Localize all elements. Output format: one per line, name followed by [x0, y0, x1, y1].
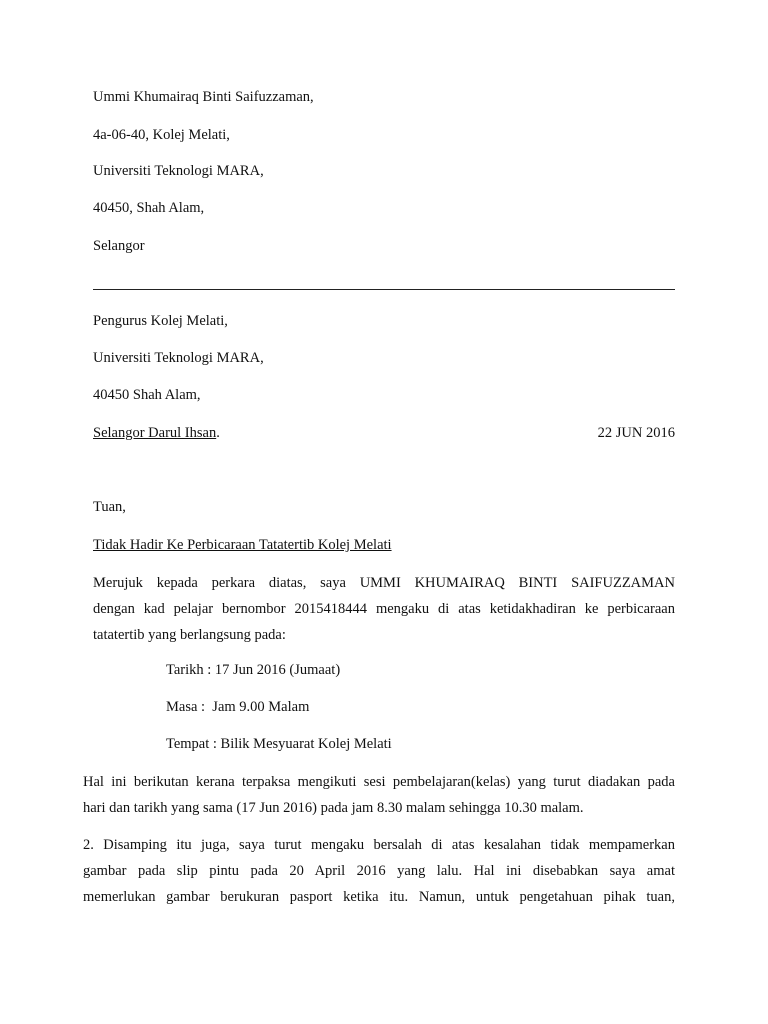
paragraph-2-line: memerlukan gambar berukuran pasport ketika itu. Namun, untuk pengetahuan pihak tuan,	[83, 889, 675, 905]
intro-line: tatatertib yang berlangsung pada:	[93, 627, 286, 643]
sender-address-line: 40450, Shah Alam,	[93, 200, 205, 216]
detail-place: Tempat : Bilik Mesyuarat Kolej Melati	[166, 736, 392, 752]
recipient-state: Selangor Darul Ihsan	[93, 425, 217, 441]
detail-time: Masa : Jam 9.00 Malam	[166, 699, 310, 715]
paragraph-2-line: 2. Disamping itu juga, saya turut mengaku bersalah di atas kesalahan tidak mempamerkan	[83, 837, 675, 853]
sender-address-line: 4a-06-40, Kolej Melati,	[93, 127, 230, 143]
sender-address-line: Selangor	[93, 238, 145, 254]
recipient-address-line: 40450 Shah Alam,	[93, 387, 201, 403]
intro-line: Merujuk kepada perkara diatas, saya UMMI KHUMAIRAQ BINTI SAIFUZZAMAN	[93, 575, 675, 591]
recipient-state-suffix: .	[216, 425, 220, 441]
paragraph-1-line: hari dan tarikh yang sama (17 Jun 2016) pada jam 8.30 malam sehingga 10.30 malam.	[83, 800, 584, 816]
recipient-address-line: Universiti Teknologi MARA,	[93, 350, 264, 366]
salutation: Tuan,	[93, 499, 126, 515]
paragraph-1-line: Hal ini berikutan kerana terpaksa mengikuti sesi pembelajaran(kelas) yang turut diadakan pada	[83, 774, 675, 790]
sender-address-line: Universiti Teknologi MARA,	[93, 163, 264, 179]
paragraph-2-line: gambar pada slip pintu pada 20 April 2016 yang lalu. Hal ini disebabkan saya amat	[83, 863, 675, 879]
sender-name: Ummi Khumairaq Binti Saifuzzaman,	[93, 89, 314, 105]
recipient-title: Pengurus Kolej Melati,	[93, 313, 228, 329]
detail-date: Tarikh : 17 Jun 2016 (Jumaat)	[166, 662, 341, 678]
subject-line: Tidak Hadir Ke Perbicaraan Tatatertib Kolej Melati	[93, 537, 392, 553]
intro-line: dengan kad pelajar bernombor 2015418444 mengaku di atas ketidakhadiran ke perbicaraan	[93, 601, 675, 617]
separator-line	[93, 289, 675, 290]
recipient-address-line	[93, 424, 220, 442]
letter-date: 22 JUN 2016	[597, 425, 675, 441]
